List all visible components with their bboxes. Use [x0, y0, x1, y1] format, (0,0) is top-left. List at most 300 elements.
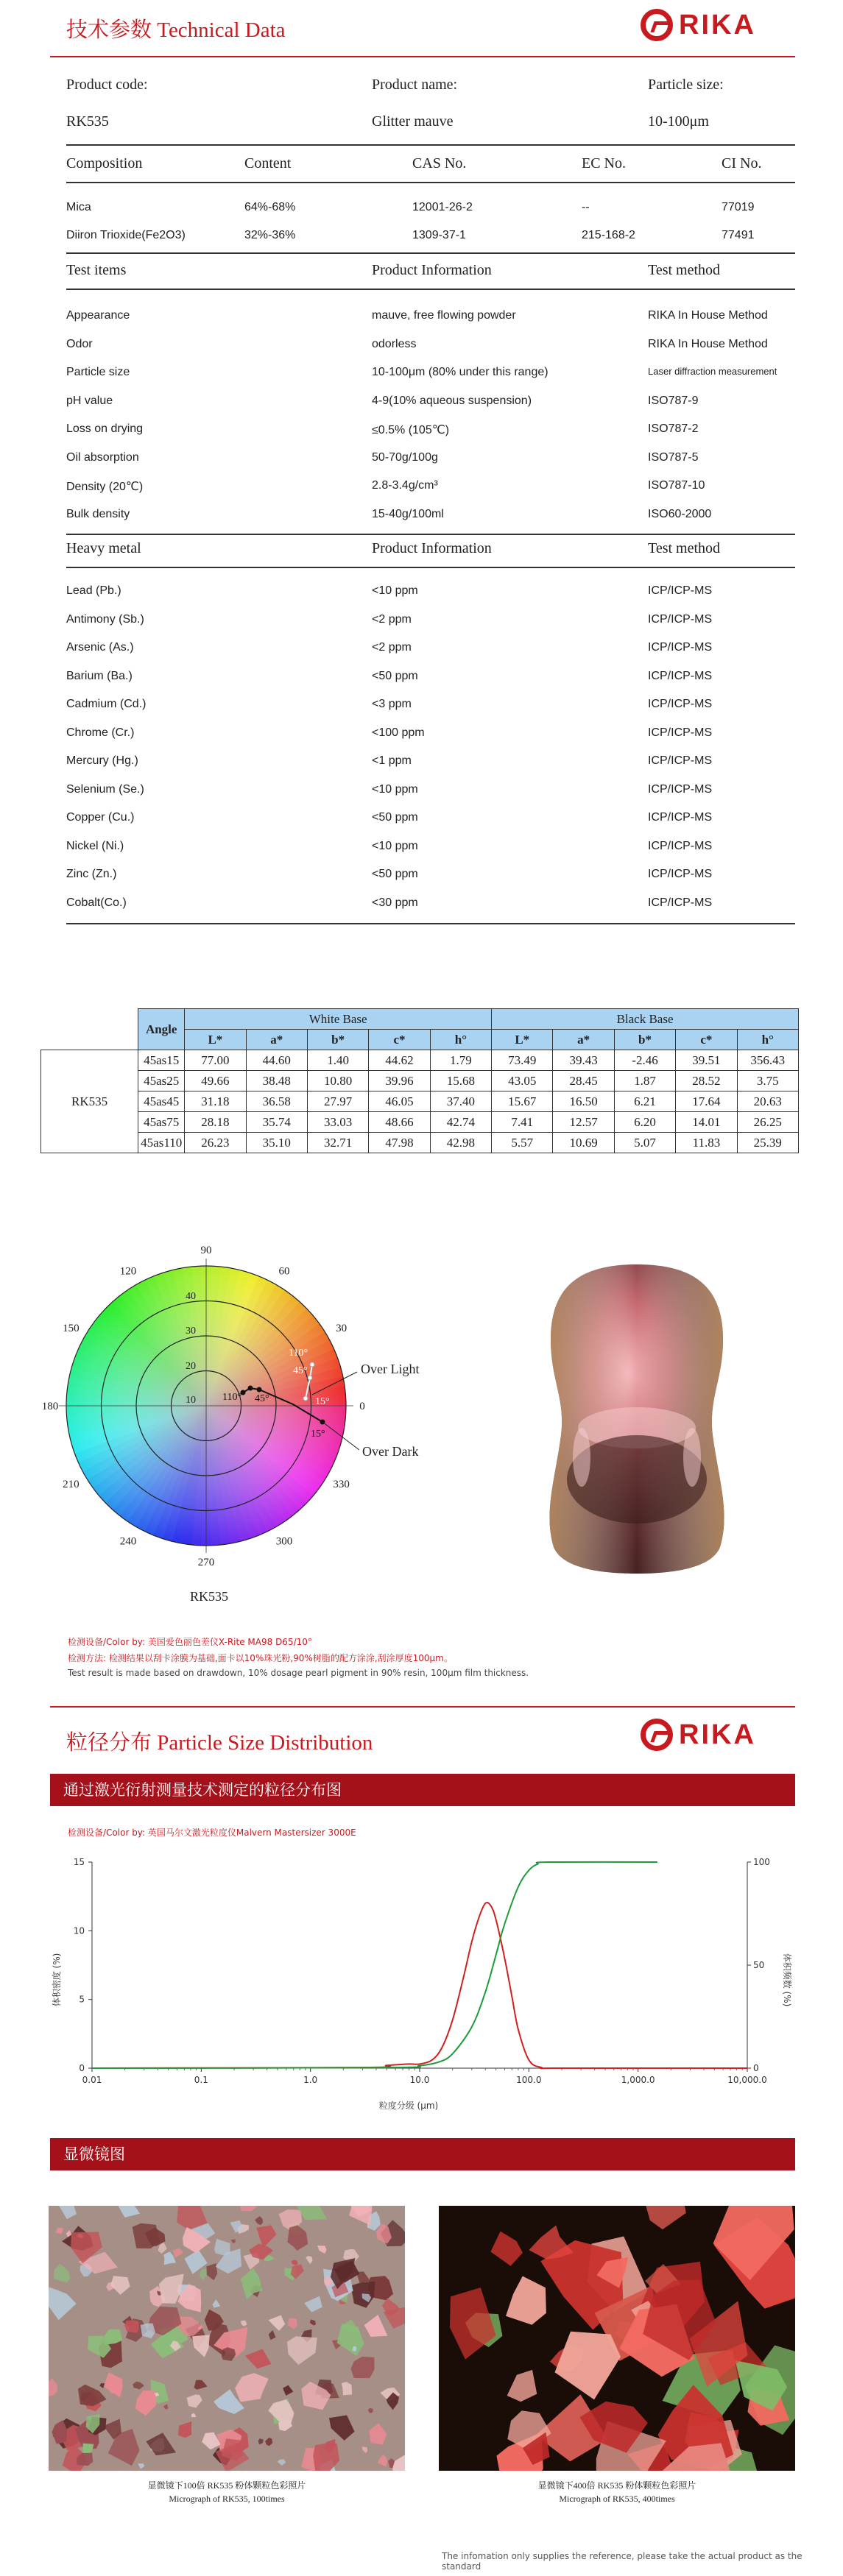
lab-white-value: 48.66	[369, 1112, 430, 1133]
psd-y-tick-label: 5	[79, 1994, 85, 2005]
metal-method: ICP/ICP-MS	[648, 811, 713, 824]
ring-label-10: 10	[186, 1395, 196, 1406]
particle-flake	[133, 2382, 144, 2390]
rika-logo	[641, 9, 756, 41]
micrograph-100x-caption	[49, 2479, 405, 2505]
rika-logo-icon	[641, 9, 673, 41]
psd-device-note: 检测设备/Color by: 英国马尔文激光粒度仪Malvern Mastersizer 3000E	[68, 1827, 356, 1838]
psd-x-tick-label: 1.0	[303, 2075, 318, 2085]
particle-flake	[78, 2385, 107, 2407]
col-ec: EC No.	[582, 155, 626, 171]
over-dark-point	[248, 1386, 253, 1391]
metal-method: ICP/ICP-MS	[648, 839, 713, 852]
particle-flake	[304, 2296, 322, 2313]
angle-label: 210	[63, 1479, 80, 1490]
lab-black-value: 10.69	[553, 1133, 614, 1153]
white-base-header: White Base	[185, 1009, 492, 1030]
comp-content: 64%-68%	[244, 201, 296, 213]
caption-en: Micrograph of RK535, 400times	[559, 2494, 675, 2504]
particle-flake	[378, 2455, 388, 2466]
lab-black-value: 20.63	[737, 1091, 798, 1112]
particle-flake	[278, 2459, 286, 2466]
black-base-header: Black Base	[492, 1009, 799, 1030]
psd-x-tick-label: 1,000.0	[621, 2075, 655, 2085]
particle-flake	[117, 2206, 140, 2218]
header-rule	[50, 56, 795, 57]
particle-flake	[54, 2264, 71, 2283]
particle-flake	[200, 2268, 207, 2279]
metal-method: ICP/ICP-MS	[648, 669, 713, 682]
over-light-label-15: 15°	[315, 1396, 330, 1407]
particle-flake	[146, 2432, 176, 2455]
comp-cas: 1309-37-1	[412, 229, 466, 241]
divider	[66, 182, 795, 183]
lab-black-value: 16.50	[553, 1091, 614, 1112]
lab-col-header: a*	[246, 1030, 307, 1050]
psd-x-tick-label: 10,000.0	[727, 2075, 767, 2085]
product-name-label: Product name:	[372, 77, 458, 93]
particle-flake	[370, 2424, 387, 2445]
particle-flake	[138, 2463, 144, 2469]
metal-item: Arsenic (As.)	[66, 641, 134, 654]
metal-info: <3 ppm	[372, 698, 412, 710]
lab-black-value: 5.07	[614, 1133, 675, 1153]
particle-flake	[507, 2370, 537, 2402]
particle-flake	[104, 2372, 123, 2397]
particle-flake	[191, 2413, 197, 2418]
psd-x-label: 粒度分级 (μm)	[378, 2101, 439, 2111]
angle-label: 60	[278, 1265, 290, 1278]
test-method: RIKA In House Method	[648, 309, 768, 322]
particle-flake	[222, 2347, 236, 2361]
test-info: 2.8-3.4g/cm³	[372, 479, 438, 492]
lab-product: RK535	[41, 1050, 138, 1153]
lab-black-value: 25.39	[737, 1133, 798, 1153]
metal-method: ICP/ICP-MS	[648, 584, 713, 597]
metal-info: <2 ppm	[372, 641, 412, 654]
color-device-text: 检测设备/Color by: 美国爱色丽色差仪X-Rite MA98 D65/10°	[68, 1637, 312, 1647]
particle-flake	[135, 2391, 157, 2416]
lab-black-value: 11.83	[676, 1133, 737, 1153]
divider	[66, 567, 795, 568]
angle-label: 0	[359, 1401, 365, 1412]
lab-row	[41, 1071, 799, 1091]
lab-col-header: c*	[676, 1030, 737, 1050]
metal-method: ICP/ICP-MS	[648, 641, 713, 654]
particle-flake	[329, 2416, 355, 2441]
lab-white-value: 35.10	[246, 1133, 307, 1153]
lab-black-value: 7.41	[492, 1112, 553, 1133]
particle-flake	[110, 2276, 130, 2295]
angle-label: 330	[333, 1479, 350, 1490]
color-english-note: Test result is made based on drawdown, 10% dosage pearl pigment in 90% resin, 100μm film thickness.	[68, 1668, 529, 1678]
particle-flake	[306, 2256, 312, 2264]
test-items-table	[66, 258, 795, 537]
test-item: Density (20℃)	[66, 481, 144, 493]
test-method: RIKA In House Method	[648, 337, 768, 350]
comp-cas: 12001-26-2	[412, 201, 473, 213]
comp-name: Mica	[66, 201, 91, 213]
over-dark-label-110: 110°	[222, 1392, 242, 1403]
particle-flake	[268, 2399, 294, 2424]
product-info	[66, 74, 795, 147]
psd-y2-tick-label: 50	[753, 1960, 765, 1970]
technical-data-title: 技术参数 Technical Data	[66, 18, 286, 42]
comp-content: 32%-36%	[244, 229, 296, 241]
particle-flake	[645, 2206, 685, 2229]
particle-flake	[245, 2349, 272, 2369]
particle-flake	[490, 2232, 523, 2266]
angle-label: 150	[63, 1323, 80, 1334]
color-method-note: 检测方法: 检测结果以刮卡涂膜为基础,面卡以10%珠光粉,90%树脂的配方涂涂,刮涂厚度100μm。	[68, 1653, 453, 1663]
ring-label-30: 30	[186, 1326, 196, 1337]
lab-white-value: 26.23	[185, 1133, 246, 1153]
rika-logo	[641, 1719, 756, 1751]
test-method: ISO787-2	[648, 422, 699, 435]
ring-label-20: 20	[186, 1361, 196, 1372]
metal-item: Cobalt(Co.)	[66, 896, 127, 909]
heavy-metal-table	[66, 536, 795, 926]
psd-title: 粒径分布 Particle Size Distribution	[66, 1731, 373, 1755]
particle-flake	[194, 2380, 208, 2390]
metal-info: <2 ppm	[372, 612, 412, 626]
test-info: 50-70g/100g	[372, 450, 438, 464]
metal-method: ICP/ICP-MS	[648, 896, 713, 909]
psd-y2-tick-label: 0	[753, 2063, 759, 2073]
lab-row	[41, 1091, 799, 1112]
particle-flake	[392, 2455, 405, 2471]
test-info: 4-9(10% aqueous suspension)	[372, 394, 532, 407]
rika-logo-text: RIKA	[679, 9, 756, 40]
particle-flake	[342, 2382, 353, 2395]
test-item: pH value	[66, 394, 113, 407]
particle-flake	[187, 2394, 202, 2407]
psd-x-tick-label: 10.0	[409, 2075, 430, 2085]
caption-cn: 显微镜下100倍 RK535 粉体颗粒色彩照片	[147, 2480, 306, 2491]
lab-row	[41, 1112, 799, 1133]
lab-black-value: 15.67	[492, 1091, 553, 1112]
test-method: Laser diffraction measurement	[648, 366, 777, 377]
over-light-point	[303, 1396, 308, 1401]
metal-item: Mercury (Hg.)	[66, 754, 138, 767]
lab-row	[41, 1133, 799, 1153]
test-method: ISO787-10	[648, 479, 705, 492]
particle-flake	[317, 2246, 327, 2254]
particle-flake	[241, 2268, 263, 2299]
lab-angle: 45as15	[138, 1050, 185, 1071]
particle-size-chart	[40, 1847, 799, 2112]
product-code-label: Product code:	[66, 77, 148, 93]
caption-cn: 显微镜下400倍 RK535 粉体颗粒色彩照片	[537, 2480, 696, 2491]
psd-x-tick-label: 0.1	[194, 2075, 208, 2085]
lab-white-value: 10.80	[307, 1071, 368, 1091]
metal-item: Selenium (Se.)	[66, 782, 144, 796]
comp-ci: 77019	[722, 201, 755, 213]
metal-info: <30 ppm	[372, 896, 418, 909]
metal-item: Antimony (Sb.)	[66, 612, 144, 626]
metal-method: ICP/ICP-MS	[648, 782, 713, 796]
particle-flake	[56, 2228, 63, 2234]
particle-size-value: 10-100μm	[648, 113, 709, 130]
particle-flake	[292, 2260, 298, 2265]
blank-cell	[41, 1009, 138, 1050]
metal-item: Barium (Ba.)	[66, 669, 133, 682]
particle-flake	[212, 2299, 220, 2307]
psd-y2-tick-label: 100	[753, 1857, 770, 1867]
metal-method: ICP/ICP-MS	[648, 612, 713, 626]
micrograph-400x-caption	[439, 2479, 795, 2505]
particle-flake	[239, 2206, 257, 2211]
angle-header: Angle	[138, 1009, 185, 1050]
microscope-bar: 显微镜图	[50, 2138, 795, 2170]
psd-y-tick-label: 15	[73, 1857, 85, 1867]
col-test-method: Test method	[648, 262, 721, 278]
divider	[66, 534, 795, 535]
particle-flake	[555, 2332, 621, 2400]
particle-flake	[269, 2330, 276, 2340]
over-dark-label-15: 15°	[311, 1429, 325, 1440]
lab-black-value: 12.57	[553, 1112, 614, 1133]
col-product-info: Product Information	[372, 262, 492, 278]
divider	[66, 252, 795, 254]
metal-info: <10 ppm	[372, 584, 418, 597]
test-method: ISO787-9	[648, 394, 699, 407]
particle-flake	[178, 2421, 191, 2438]
comp-ec: 215-168-2	[582, 229, 635, 241]
micrograph-400x-image	[439, 2206, 795, 2471]
divider	[66, 923, 795, 924]
lab-black-value: 6.20	[614, 1112, 675, 1133]
lab-col-header: L*	[185, 1030, 246, 1050]
test-item: Particle size	[66, 366, 130, 378]
micrograph-100x	[49, 2206, 405, 2471]
lab-white-value: 1.40	[307, 1050, 368, 1071]
lab-col-header: b*	[307, 1030, 368, 1050]
metal-method: ICP/ICP-MS	[648, 698, 713, 710]
over-light-label-45: 45°	[293, 1365, 308, 1376]
lab-white-value: 49.66	[185, 1071, 246, 1091]
product-name-value: Glitter mauve	[372, 113, 454, 130]
lab-white-value: 46.05	[369, 1091, 430, 1112]
metal-item: Copper (Cu.)	[66, 811, 135, 824]
lab-row	[41, 1050, 799, 1071]
psd-y-right-label: 体积频数 (%)	[782, 1953, 792, 2007]
lab-white-value: 35.74	[246, 1112, 307, 1133]
lab-white-value: 47.98	[369, 1133, 430, 1153]
test-method: ISO60-2000	[648, 507, 712, 520]
particle-flake	[450, 2287, 496, 2360]
lab-black-value: 17.64	[676, 1091, 737, 1112]
lab-color-table	[40, 1008, 799, 1153]
comp-ci: 77491	[722, 229, 755, 241]
lab-white-value: 37.40	[430, 1091, 491, 1112]
lab-black-value: 28.52	[676, 1071, 737, 1091]
psd-density-line	[92, 1903, 747, 2068]
col-composition: Composition	[66, 155, 143, 171]
particle-flake	[235, 2373, 269, 2402]
lab-black-value: 28.45	[553, 1071, 614, 1091]
particle-flake	[310, 2319, 316, 2325]
lab-angle: 45as110	[138, 1133, 185, 1153]
lab-white-value: 42.74	[430, 1112, 491, 1133]
col-test-items: Test items	[66, 262, 127, 278]
lab-black-value: 5.57	[492, 1133, 553, 1153]
metal-item: Cadmium (Cd.)	[66, 698, 147, 710]
particle-flake	[258, 2438, 264, 2444]
particle-flake	[230, 2239, 236, 2243]
particle-flake	[368, 2408, 373, 2413]
particle-flake	[506, 2276, 546, 2325]
lab-black-value: 73.49	[492, 1050, 553, 1071]
lab-black-value: 3.75	[737, 1071, 798, 1091]
color-wheel-product-label: RK535	[190, 1589, 229, 1604]
color-device-note	[68, 1635, 312, 1648]
test-info: ≤0.5% (105℃)	[372, 424, 450, 436]
footer-disclaimer: The infomation only supplies the reference, please take the actual product as the standard	[442, 2551, 803, 2572]
lab-white-value: 33.03	[307, 1112, 368, 1133]
caption-en: Micrograph of RK535, 100times	[169, 2494, 285, 2504]
lab-white-value: 27.97	[307, 1091, 368, 1112]
composition-table	[66, 151, 795, 254]
divider	[66, 289, 795, 290]
comp-ec: --	[582, 201, 590, 213]
metal-item: Lead (Pb.)	[66, 584, 121, 597]
test-item: Appearance	[66, 309, 130, 322]
lab-black-value: 1.87	[614, 1071, 675, 1091]
over-light-label: Over Light	[361, 1362, 420, 1376]
test-item: Bulk density	[66, 507, 130, 520]
particle-flake	[57, 2206, 77, 2219]
color-swatch-shape	[537, 1259, 736, 1575]
col-product-info: Product Information	[372, 540, 492, 556]
lab-black-value: -2.46	[614, 1050, 675, 1071]
particle-flake	[287, 2336, 317, 2365]
lab-white-value: 32.71	[307, 1133, 368, 1153]
lab-white-value: 44.62	[369, 1050, 430, 1071]
product-code-value: RK535	[66, 113, 109, 130]
lab-white-value: 77.00	[185, 1050, 246, 1071]
particle-flake	[124, 2321, 138, 2333]
section-rule	[50, 1706, 795, 1708]
lab-white-value: 44.60	[246, 1050, 307, 1071]
micrograph-100x-image	[49, 2206, 405, 2471]
metal-info: <50 ppm	[372, 811, 418, 824]
ring-label-40: 40	[186, 1291, 196, 1302]
psd-x-tick-label: 100.0	[516, 2075, 542, 2085]
test-info: 15-40g/100ml	[372, 507, 444, 520]
lab-white-value: 28.18	[185, 1112, 246, 1133]
angle-label: 180	[41, 1401, 59, 1412]
angle-label: 270	[197, 1557, 215, 1568]
particle-flake	[350, 2357, 374, 2378]
over-light-point	[308, 1376, 312, 1380]
test-method: ISO787-5	[648, 450, 699, 464]
metal-item: Zinc (Zn.)	[66, 868, 117, 880]
particle-flake	[192, 2335, 210, 2357]
angle-label: 300	[275, 1535, 293, 1548]
lab-col-header: b*	[614, 1030, 675, 1050]
lab-black-value: 6.21	[614, 1091, 675, 1112]
particle-flake	[163, 2405, 169, 2410]
lab-white-value: 15.68	[430, 1071, 491, 1091]
metal-info: <1 ppm	[372, 754, 412, 767]
particle-flake	[364, 2315, 388, 2337]
angle-label: 30	[336, 1323, 348, 1334]
particle-flake	[241, 2321, 247, 2326]
over-light-point	[310, 1362, 314, 1367]
psd-cumulative-line	[92, 1862, 657, 2068]
lab-white-value: 38.48	[246, 1071, 307, 1091]
over-dark-label-45: 45°	[255, 1393, 269, 1404]
test-info: 10-100μm (80% under this range)	[372, 366, 549, 378]
lab-white-value: 36.58	[246, 1091, 307, 1112]
lab-col-header: h°	[737, 1030, 798, 1050]
lab-white-value: 39.96	[369, 1071, 430, 1091]
lab-white-value: 42.98	[430, 1133, 491, 1153]
metal-method: ICP/ICP-MS	[648, 726, 713, 739]
test-info: odorless	[372, 337, 417, 350]
col-heavy-metal: Heavy metal	[66, 540, 141, 556]
rika-logo-text: RIKA	[679, 1719, 756, 1750]
metal-info: <50 ppm	[372, 868, 418, 880]
col-test-method: Test method	[648, 540, 721, 556]
particle-flake	[362, 2446, 368, 2453]
particle-flake	[49, 2287, 77, 2320]
metal-info: <10 ppm	[372, 839, 418, 852]
particle-flake	[287, 2225, 308, 2251]
psd-y-tick-label: 0	[79, 2063, 85, 2073]
angle-label: 240	[119, 1535, 137, 1548]
angle-label: 90	[200, 1245, 212, 1256]
col-cas: CAS No.	[412, 155, 467, 171]
metal-info: <100 ppm	[372, 726, 425, 739]
lab-white-value: 31.18	[185, 1091, 246, 1112]
particle-flake	[265, 2438, 272, 2446]
particle-flake	[313, 2443, 339, 2471]
lab-white-value: 1.79	[430, 1050, 491, 1071]
lab-black-value: 26.25	[737, 1112, 798, 1133]
psd-x-tick-label: 0.01	[82, 2075, 102, 2085]
particle-flake	[206, 2263, 217, 2280]
particle-flake	[255, 2216, 263, 2225]
metal-method: ICP/ICP-MS	[648, 754, 713, 767]
lab-black-value: 356.43	[737, 1050, 798, 1071]
lab-black-value: 14.01	[676, 1112, 737, 1133]
over-dark-label: Over Dark	[362, 1444, 419, 1459]
lab-angle: 45as45	[138, 1091, 185, 1112]
particle-flake	[269, 2315, 286, 2331]
col-content: Content	[244, 155, 292, 171]
lab-col-header: a*	[553, 1030, 614, 1050]
psd-y-left-label: 体积密度 (%)	[52, 1953, 62, 2007]
over-light-label-110: 110°	[289, 1348, 308, 1359]
lab-black-value: 39.43	[553, 1050, 614, 1071]
particle-flake	[288, 2318, 297, 2329]
comp-name: Diiron Trioxide(Fe2O3)	[66, 229, 186, 241]
lab-black-value: 43.05	[492, 1071, 553, 1091]
divider	[66, 144, 795, 146]
metal-item: Chrome (Cr.)	[66, 726, 135, 739]
lab-col-header: L*	[492, 1030, 553, 1050]
particle-flake	[49, 2378, 57, 2397]
metal-method: ICP/ICP-MS	[648, 868, 713, 880]
particle-size-label: Particle size:	[648, 77, 724, 93]
particle-flake	[283, 2385, 293, 2396]
metal-item: Nickel (Ni.)	[66, 839, 124, 852]
particle-flake	[141, 2324, 155, 2338]
color-wheel-chart	[29, 1229, 486, 1612]
rika-logo-icon	[641, 1719, 673, 1751]
